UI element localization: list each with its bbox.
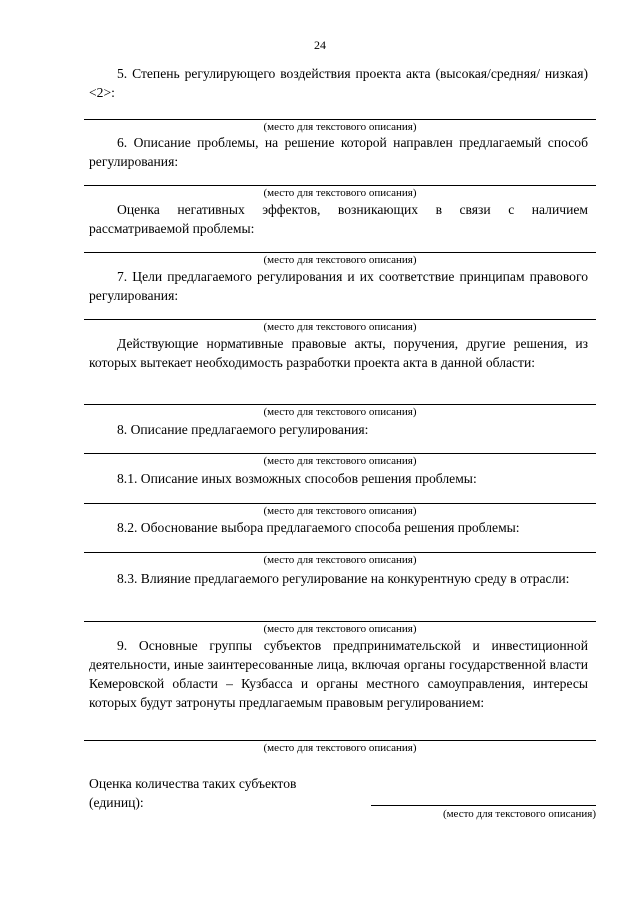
section-6-problem-description: 6. Описание проблемы, на решение которой направлен предлагаемый способ регулирования: bbox=[89, 135, 588, 169]
answer-caption: (место для текстового описания) bbox=[263, 455, 417, 467]
section-8-3-competition-impact: 8.3. Влияние предлагаемого регулирование на конкурентную среду в отрасли: bbox=[117, 571, 570, 586]
answer-caption-short: (место для текстового описания) bbox=[442, 808, 596, 820]
answer-caption: (место для текстового описания) bbox=[263, 505, 417, 517]
answer-line-short bbox=[371, 805, 596, 806]
existing-legal-acts: Действующие нормативные правовые акты, поручения, другие решения, из которых вытекает необходимость разработки проекта акта в данной области: bbox=[89, 336, 588, 370]
answer-caption: (место для текстового описания) bbox=[263, 121, 417, 133]
answer-caption: (место для текстового описания) bbox=[263, 554, 417, 566]
subjects-count-estimate-label: Оценка количества таких субъектов (единиц): bbox=[89, 776, 297, 810]
answer-line bbox=[84, 404, 596, 405]
page-number: 24 bbox=[314, 38, 326, 52]
section-8-1-alternative-methods: 8.1. Описание иных возможных способов решения проблемы: bbox=[117, 471, 477, 486]
answer-caption: (место для текстового описания) bbox=[263, 187, 417, 199]
answer-caption: (место для текстового описания) bbox=[263, 321, 417, 333]
answer-line bbox=[84, 119, 596, 120]
answer-line bbox=[84, 552, 596, 553]
answer-line bbox=[84, 621, 596, 622]
section-7-regulation-goals: 7. Цели предлагаемого регулирования и их соответствие принципам правового регулирования: bbox=[89, 269, 588, 303]
negative-effects-assessment: Оценка негативных эффектов, возникающих в связи с наличием рассматриваемой проблемы: bbox=[89, 202, 588, 236]
section-8-regulation-description: 8. Описание предлагаемого регулирования: bbox=[117, 422, 369, 437]
answer-caption: (место для текстового описания) bbox=[263, 623, 417, 635]
answer-line bbox=[84, 252, 596, 253]
answer-line bbox=[84, 740, 596, 741]
answer-line bbox=[84, 185, 596, 186]
answer-caption: (место для текстового описания) bbox=[263, 406, 417, 418]
answer-line bbox=[84, 453, 596, 454]
section-8-2-choice-justification: 8.2. Обоснование выбора предлагаемого способа решения проблемы: bbox=[117, 520, 520, 535]
section-5-regulatory-impact: 5. Степень регулирующего воздействия проекта акта (высокая/средняя/ низкая) <2>: bbox=[89, 66, 588, 100]
answer-line bbox=[84, 503, 596, 504]
answer-line bbox=[84, 319, 596, 320]
answer-caption: (место для текстового описания) bbox=[263, 742, 417, 754]
answer-caption: (место для текстового описания) bbox=[263, 254, 417, 266]
section-9-affected-groups: 9. Основные группы субъектов предпринимательской и инвестиционной деятельности, иные заинтересованные лица, включая органы государственной власти Кемеровской области – Кузбасса и органы местного самоуправления, интересы которых будут затронуты предлагаемым правовым регулированием: bbox=[89, 638, 588, 710]
